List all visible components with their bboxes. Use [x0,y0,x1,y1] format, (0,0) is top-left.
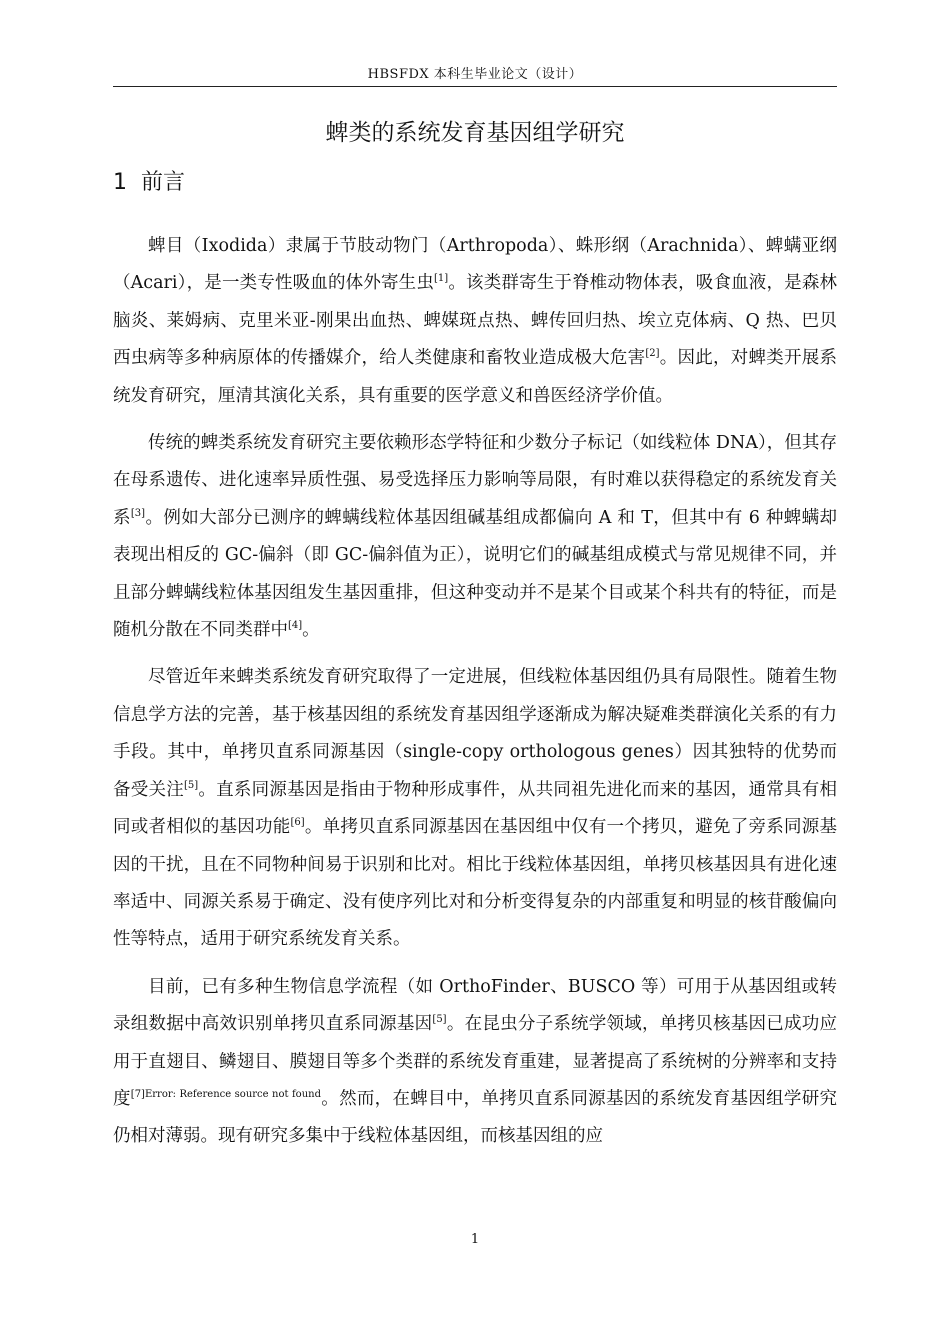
paragraph-text: 传统的蜱类系统发育研究主要依赖形态学特征和少数分子标记（如线粒体 DNA），但其存在母系遗传、进化速率异质性强、易受选择压力影响等局限，有时难以获得稳定的系统发育关系 [113,433,837,528]
section-number: 1 [113,170,127,195]
paragraph-3 [113,659,837,958]
citation: [7]Error: Reference source not found [130,1089,321,1101]
section-heading [113,165,185,196]
paragraph-2 [113,425,837,649]
paragraph-text: 。然而，在蜱目中，单拷贝直系同源基因的系统发育基因组学研究仍相对薄弱。现有研究多集中于线粒体基因组，而核基因组的应 [113,1088,837,1147]
citation: [4] [288,620,303,632]
citation: [1] [434,273,449,285]
paragraph-text: 。在昆虫分子系统学领域，单拷贝核基因已成功应用于直翅目、鳞翅目、膜翅目等多个类群的系统发育重建，显著提高了系统树的分辨率和支持度 [113,1014,837,1109]
citation: [6] [290,817,305,829]
citation: [3] [130,508,146,520]
paragraph-text: 目前，已有多种生物信息学流程（如 OrthoFinder、BUSCO 等）可用于从基因组或转录组数据中高效识别单拷贝直系同源基因 [113,976,837,1035]
page-number: 1 [470,1232,480,1247]
citation: [5] [432,1014,447,1026]
section-title: 前言 [141,170,186,195]
paragraph-text: 。例如大部分已测序的蜱螨线粒体基因组碱基组成都偏向 A 和 T，但其中有 6 种蜱螨却表现出相反的 GC-偏斜（即 GC-偏斜值为正），说明它们的碱基组成模式与常见规律不同，并且部分蜱螨线粒体基因组发生基因重排，但这种变动并不是某个目或某个科共有的特征，而是随机分散在不同类群中 [113,507,838,641]
paragraph-4 [113,969,837,1156]
paragraph-text: 。该类群寄生于脊椎动物体表，吸食血液，是森林脑炎、莱姆病、克里米亚-刚果出血热、蜱媒斑点热、蜱传回归热、埃立克体病、Q 热、巴贝西虫病等多种病原体的传播媒介，给人类健康和畜牧业造成极大危害 [113,273,838,369]
paragraph-text: 。 [302,620,320,641]
page-header: HBSFDX 本科生毕业论文（设计） [367,67,583,82]
paragraph-text: 。因此，对蜱类开展系统发育研究，厘清其演化关系，具有重要的医学意义和兽医经济学价值。 [113,348,838,406]
paragraph-1 [113,228,837,415]
paragraph-text: 尽管近年来蜱类系统发育研究取得了一定进展，但线粒体基因组仍具有局限性。随着生物信息学方法的完善，基于核基因组的系统发育基因组学逐渐成为解决疑难类群演化关系的有力手段。其中，单拷贝直系同源基因（single-copy orthologous genes）因其独特的优势而备受关注 [113,667,837,800]
paragraph-text: 。直系同源基因是指由于物种形成事件，从共同祖先进化而来的基因，通常具有相同或者相似的基因功能 [113,779,837,838]
paragraph-text: 。单拷贝直系同源基因在基因组中仅有一个拷贝，避免了旁系同源基因的干扰，且在不同物种间易于识别和比对。相比于线粒体基因组，单拷贝核基因具有进化速率适中、同源关系易于确定、没有使序列比对和分析变得复杂的内部重复和明显的核苷酸偏向性等特点，适用于研究系统发育关系。 [113,817,838,950]
body-text [113,228,837,1166]
paper-title: 蜱类的系统发育基因组学研究 [325,120,625,146]
citation: [2] [645,348,660,360]
header-divider [113,86,837,87]
paragraph-text: 蜱目（Ixodida）隶属于节肢动物门（Arthropoda）、蛛形纲（Arachnida）、蜱螨亚纲（Acari），是一类专性吸血的体外寄生虫 [113,236,837,294]
citation: [5] [183,779,199,791]
